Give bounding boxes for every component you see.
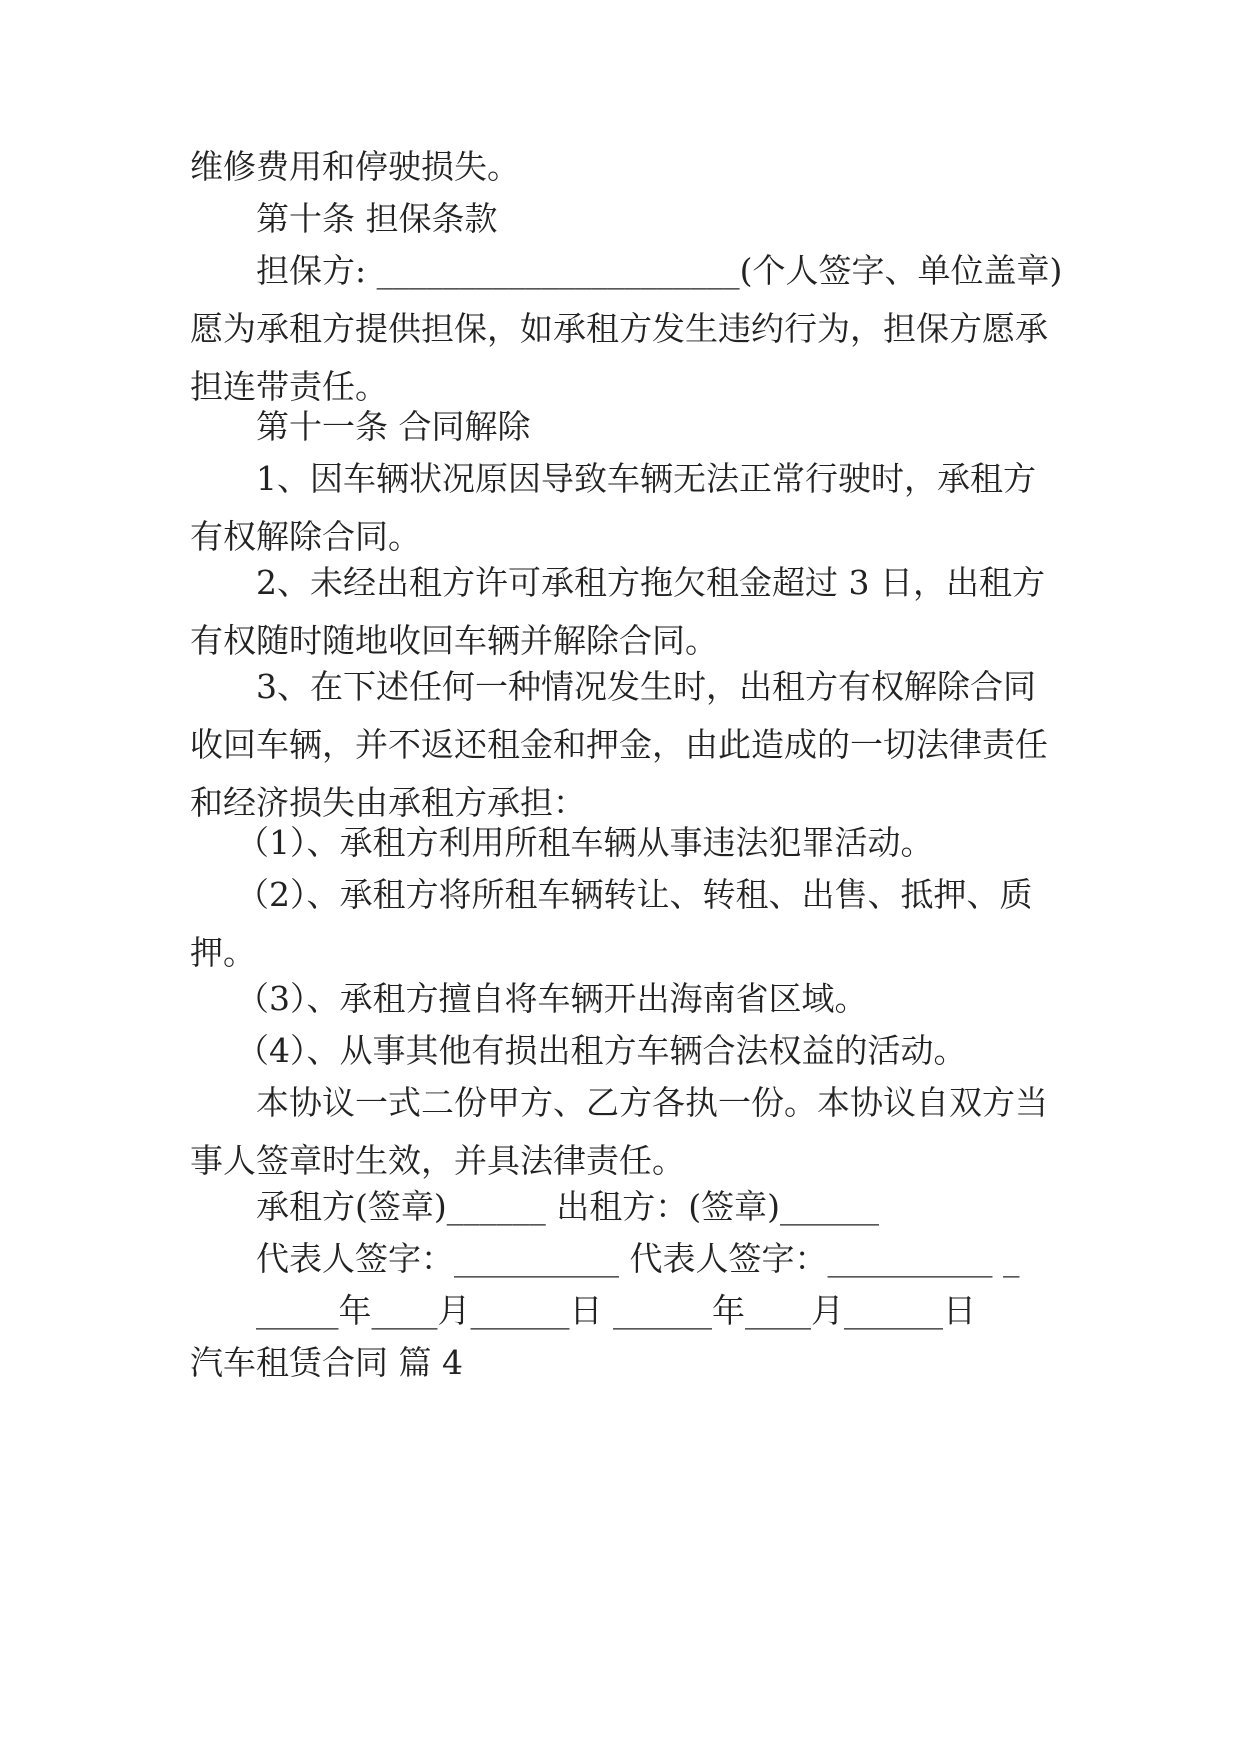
clause-item-2: [190, 554, 1050, 670]
sub-item-3-text: （3）、承租方擅自将车辆开出海南省区域。: [236, 979, 868, 1018]
sub-item-4-text: （4）、从事其他有损出租方车辆合法权益的活动。: [236, 1031, 967, 1070]
date-line: [190, 1282, 1050, 1340]
sub-item-2-text: （2）、承租方将所租车辆转让、转租、出售、抵押、质押。: [190, 875, 1033, 972]
clause-item-3: [190, 658, 1050, 832]
closing-paragraph: [190, 1074, 1050, 1190]
sub-item-4: [190, 1022, 1050, 1080]
closing-text: 本协议一式二份甲方、乙方各执一份。本协议自双方当事人签章时生效，并具法律责任。: [190, 1083, 1048, 1180]
article-10-heading-text: 第十条 担保条款: [256, 199, 498, 238]
article-11-heading: [190, 398, 1050, 456]
representative-line-text: 代表人签字：__________ 代表人签字：__________ _: [256, 1239, 1020, 1278]
article-11-heading-text: 第十一条 合同解除: [256, 407, 531, 446]
guarantee-label: 担保方:: [256, 251, 377, 290]
sub-item-2: [190, 866, 1050, 982]
guarantee-signature-blank: ______________________: [376, 251, 740, 290]
sub-item-3: [190, 970, 1050, 1028]
signature-line: [190, 1178, 1050, 1236]
representative-line: [190, 1230, 1050, 1288]
next-section-title-text: 汽车租赁合同 篇 4: [190, 1343, 463, 1382]
continuation-text: 维修费用和停驶损失。: [190, 147, 520, 186]
signature-line-text: 承租方(签章)______ 出租方：(签章)______: [256, 1187, 879, 1226]
clause-item-1: [190, 450, 1050, 566]
date-line-text: _____年____月______日 ______年____月______日: [256, 1291, 976, 1330]
guarantee-line: [190, 242, 1063, 300]
clause-item-2-text: 2、未经出租方许可承租方拖欠租金超过 3 日，出租方有权随时随地收回车辆并解除合同。: [190, 563, 1045, 660]
sub-item-1-text: （1）、承租方利用所租车辆从事违法犯罪活动。: [236, 823, 934, 862]
clause-item-1-text: 1、因车辆状况原因导致车辆无法正常行驶时，承租方有权解除合同。: [190, 459, 1036, 556]
article-10-heading: [190, 190, 1050, 248]
sub-item-1: [190, 814, 1050, 872]
guarantee-text: 愿为承租方提供担保，如承租方发生违约行为，担保方愿承担连带责任。: [190, 309, 1048, 406]
next-section-title: [190, 1334, 1050, 1392]
clause-item-3-text: 3、在下述任何一种情况发生时，出租方有权解除合同收回车辆，并不返还租金和押金，由此造成的一切法律责任和经济损失由承租方承担：: [190, 667, 1048, 822]
guarantee-suffix: (个人签字、单位盖章): [739, 251, 1063, 290]
paragraph-continuation: [190, 138, 1050, 196]
guarantee-clause: [190, 242, 1063, 416]
